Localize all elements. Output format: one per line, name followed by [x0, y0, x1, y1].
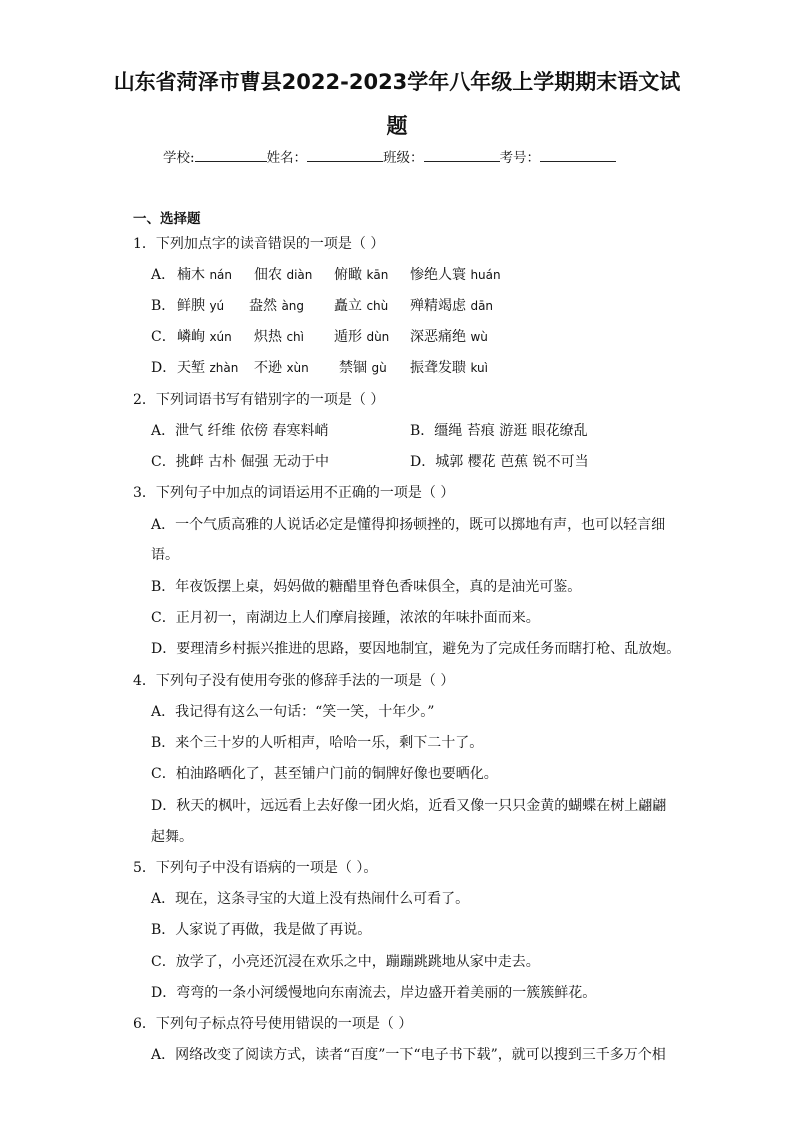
question-6-option-a-line1: A．网络改变了阅读方式，读者“百度”一下“电子书下载”，就可以搜到三千多万个相 — [151, 1047, 666, 1063]
name-label: 姓名： — [266, 150, 308, 166]
exam-title-line1: 山东省菏泽市曹县2022-2023学年八年级上学期期末语文试 — [113, 70, 681, 94]
question-3-option-d: D．要理清乡村振兴推进的思路，要因地制宜，避免为了完成任务而瞎打枪、乱放炮。 — [151, 641, 681, 657]
question-2-stem: 2．下列词语书写有错别字的一项是（ ） — [133, 392, 385, 408]
question-6-stem: 6．下列句子标点符号使用错误的一项是（ ） — [133, 1016, 413, 1032]
student-info-row — [163, 146, 616, 166]
exam-number-label: 考号： — [499, 150, 541, 166]
question-2-option-d: D．城郭 樱花 芭蕉 锐不可当 — [410, 454, 589, 470]
exam-number-blank[interactable] — [540, 149, 616, 162]
question-2-option-c: C．挑衅 古朴 倔强 无动于中 — [151, 454, 330, 470]
question-1-stem: 1．下列加点字的读音错误的一项是（ ） — [133, 236, 385, 252]
question-4-option-b: B．来个三十岁的人听相声，哈哈一乐，剩下二十了。 — [151, 735, 484, 751]
exam-page: 山东省菏泽市曹县2022-2023学年八年级上学期期末语文试 题 学校: 姓名： 班级： 考号： 一、选择题 1．下列加点字的读音错误的一项是（ ） A． 楠木 nán 佃农 diàn 俯瞰 kān 惨绝人寰 huán B． 鲜腴 yú 盎然 àng 矗立 chù 殚精竭虑 dān C． 嶙峋 xún 炽热 chì 遁形 dùn 深恶痛绝 wù D． 天堑 zhàn 不逊 xùn 禁锢 gù 振聋发聩 kuì 2．下列词语书写有错别字的一项是（ ） A．泄气 纤维 依傍 春寒料峭 B．缰绳 苔痕 游逛 眼花缭乱 C．挑衅 古朴 倔强 无动于中 D．城郭 樱花 芭蕉 锐不可当 3．下列句子中加点的词语运用不正确的一项是（ ） A．一个气质高雅的人说话必定是懂得抑扬顿挫的，既可以掷地有声，也可以轻言细 语。 B．年夜饭摆上桌，妈妈做的糖醋里脊色香味俱全，真的是油光可鉴。 C．正月初一，南湖边上人们摩肩接踵，浓浓的年味扑面而来。 D．要理清乡村振兴推进的思路，要因地制宜，避免为了完成任务而瞎打枪、乱放炮。 4．下列句子没有使用夸张的修辞手法的一项是（ ） A．我记得有这么一句话：“笑一笑，十年少。” B．来个三十岁的人听相声，哈哈一乐，剩下二十了。 C．柏油路晒化了，甚至铺户门前的铜牌好像也要晒化。 D．秋天的枫叶，远远看上去好像一团火焰，近看又像一只只金黄的蝴蝶在树上翩翩 起舞。 5．下列句子中没有语病的一项是（ ）。 A．现在，这条寻宝的大道上没有热闹什么可看了。 B．人家说了再做，我是做了再说。 C．放学了，小亮还沉浸在欢乐之中，蹦蹦跳跳地从家中走去。 D．弯弯的一条小河缓慢地向东南流去，岸边盛开着美丽的一簇簇鲜花。 6．下列句子标点符号使用错误的一项是（ ） A．网络改变了阅读方式，读者“百度”一下“电子书下载”，就可以搜到三千多万个相 — [0, 0, 794, 1123]
question-5-option-a: A．现在，这条寻宝的大道上没有热闹什么可看了。 — [151, 891, 470, 907]
name-blank[interactable] — [307, 149, 383, 162]
class-label: 班级： — [383, 150, 424, 166]
section-heading: 一、选择题 — [133, 211, 201, 227]
school-label: 学校: — [163, 150, 195, 166]
school-blank[interactable] — [195, 149, 267, 162]
exam-title-line2: 题 — [386, 114, 408, 138]
question-2-option-a: A．泄气 纤维 依傍 春寒料峭 — [151, 423, 329, 439]
question-4-option-d-line1: D．秋天的枫叶，远远看上去好像一团火焰，近看又像一只只金黄的蝴蝶在树上翩翩 — [151, 798, 667, 814]
question-3-option-a-line2: 语。 — [151, 547, 179, 563]
question-2-option-b: B．缰绳 苔痕 游逛 眼花缭乱 — [410, 423, 588, 439]
question-4-stem: 4．下列句子没有使用夸张的修辞手法的一项是（ ） — [133, 673, 455, 689]
class-blank[interactable] — [424, 149, 500, 162]
question-4-option-c: C．柏油路晒化了，甚至铺户门前的铜牌好像也要晒化。 — [151, 766, 498, 782]
question-3-option-a-line1: A．一个气质高雅的人说话必定是懂得抑扬顿挫的，既可以掷地有声，也可以轻言细 — [151, 517, 666, 533]
question-4-option-d-line2: 起舞。 — [151, 829, 193, 845]
question-5-option-c: C．放学了，小亮还沉浸在欢乐之中，蹦蹦跳跳地从家中走去。 — [151, 954, 540, 970]
question-5-option-b: B．人家说了再做，我是做了再说。 — [151, 922, 372, 938]
question-5-stem: 5．下列句子中没有语病的一项是（ ）。 — [133, 860, 378, 876]
question-3-option-c: C．正月初一，南湖边上人们摩肩接踵，浓浓的年味扑面而来。 — [151, 610, 540, 626]
question-4-option-a: A．我记得有这么一句话：“笑一笑，十年少。” — [151, 704, 435, 720]
question-3-stem: 3．下列句子中加点的词语运用不正确的一项是（ ） — [133, 485, 455, 501]
question-5-option-d: D．弯弯的一条小河缓慢地向东南流去，岸边盛开着美丽的一簇簇鲜花。 — [151, 985, 597, 1001]
question-3-option-b: B．年夜饭摆上桌，妈妈做的糖醋里脊色香味俱全，真的是油光可鉴。 — [151, 579, 582, 595]
